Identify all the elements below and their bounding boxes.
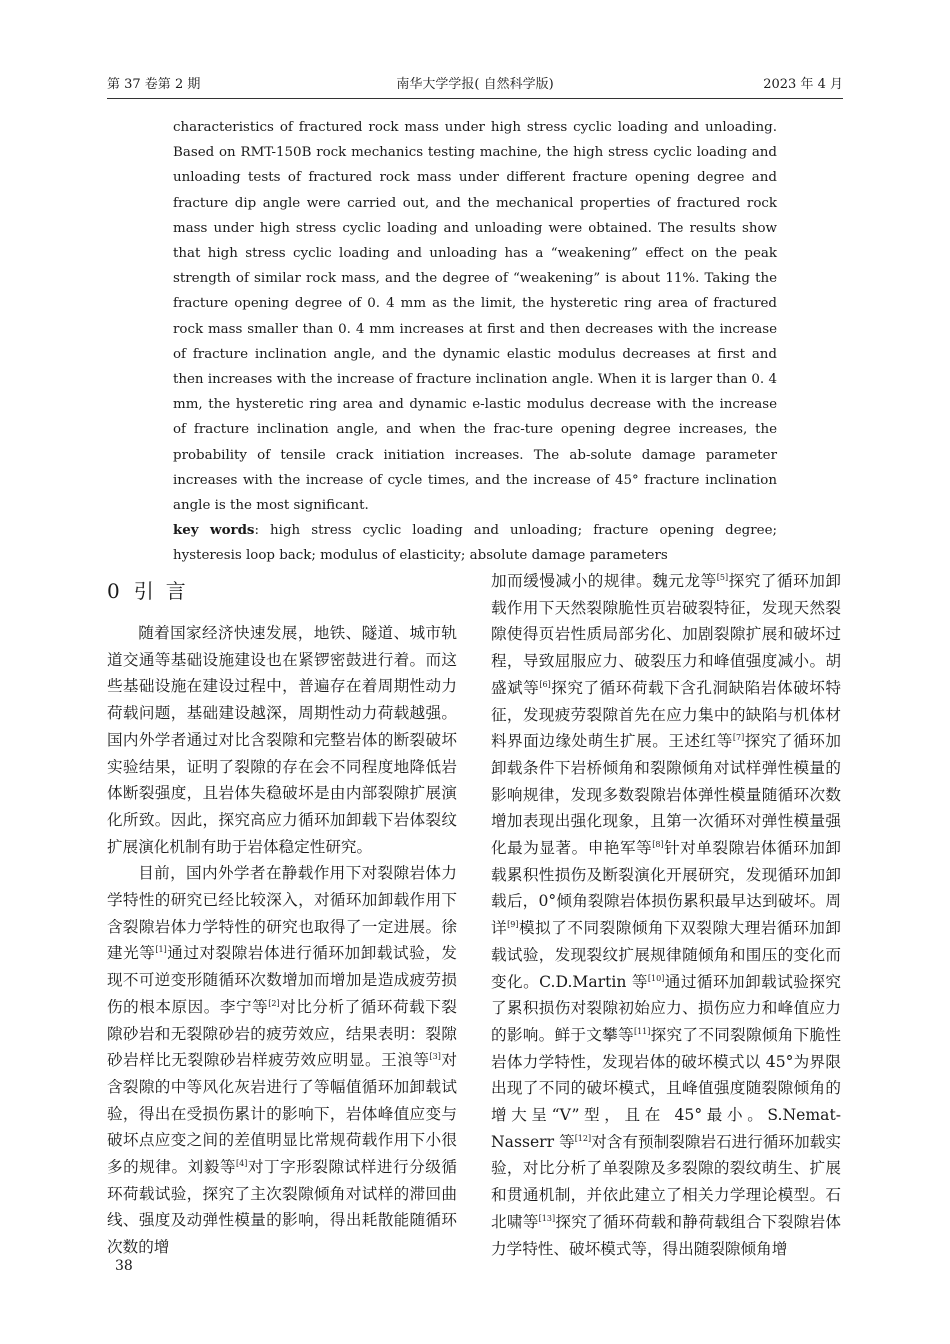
citation-4[interactable]: [4] — [236, 1158, 248, 1168]
section-heading — [107, 574, 457, 608]
journal-name: 南华大学学报( 自然科学版) — [396, 77, 554, 92]
header-rule — [107, 98, 843, 99]
citation-10[interactable]: [10] — [647, 973, 665, 983]
publication-date: 2023 年 4 月 — [763, 77, 843, 92]
abstract-body: characteristics of fractured rock mass under high stress cyclic loading and unloading. Based on RMT-150B rock mechanics testing machine, the high stress cyclic loading and unloading tests of fractured rock mass under different fracture opening degree and fracture dip angle were carried out, and the mechanical properties of fractured rock mass under high stress cyclic loading and unloading were obtained. The results show that high stress cyclic loading and unloading has a “weakening” effect on the peak strength of similar rock mass, and the degree of “weakening” is about 11%. Taking the fracture opening degree of 0. 4 mm as the limit, the hysteretic ring area of fractured rock mass smaller than 0. 4 mm increases at first and then decreases with the increase of fracture inclination angle, and the dynamic elastic modulus decreases at first and then increases with the increase of fracture inclination angle. When it is larger than 0. 4 mm, the hysteretic ring area and dynamic e-lastic modulus decrease with the increase of fracture inclination angle, and when the frac-ture opening degree increases, the probability of tensile crack initiation increases. The ab-solute damage parameter increases with the increase of cycle times, and the increase of 45° fracture inclination angle is the most significant. — [173, 120, 777, 514]
citation-9[interactable]: [9] — [507, 919, 519, 929]
keywords — [173, 518, 777, 568]
citation-11[interactable]: [11] — [633, 1026, 651, 1036]
section-number: 0 — [107, 579, 120, 603]
citation-1[interactable]: [1] — [155, 945, 167, 955]
paragraph-2: 目前，国内外学者在静载作用下对裂隙岩体力学特性的研究已经比较深入，对循环加卸载作用下含裂隙岩体力学特性的研究也取得了一定进展。徐建光等[1]通过对裂隙岩体进行循环加卸载试验，发现不可逆变形随循环次数增加而增加是造成疲劳损伤的根本原因。李宁等[2]对比分析了循环荷载下裂隙砂岩和无裂隙砂岩的疲劳效应，结果表明：裂隙砂岩样比无裂隙砂岩样疲劳效应明显。王浪等[3]对含裂隙的中等风化灰岩进行了等幅值循环加卸载试验，得出在受损伤累计的影响下，岩体峰值应变与破坏点应变之间的差值明显比常规荷载作用下小很多的规律。刘毅等[4]对丁字形裂隙试样进行分级循环荷载试验，探究了主次裂隙倾角对试样的滞回曲线、强度及动弹性模量的影响，得出耗散能随循环次数的增 — [107, 864, 457, 1257]
right-column — [491, 568, 841, 1262]
volume-issue: 第 37 卷第 2 期 — [107, 77, 201, 92]
citation-2[interactable]: [2] — [268, 998, 280, 1008]
keywords-label: key words — [173, 522, 255, 539]
citation-7[interactable]: [7] — [732, 733, 745, 743]
page-number: 38 — [115, 1258, 133, 1274]
english-abstract — [173, 115, 777, 569]
citation-3[interactable]: [3] — [429, 1052, 441, 1062]
running-header — [107, 74, 843, 96]
citation-12[interactable]: [12] — [574, 1133, 592, 1143]
citation-8[interactable]: [8] — [652, 839, 664, 849]
citation-13[interactable]: [13] — [538, 1213, 556, 1223]
citation-6[interactable]: [6] — [539, 679, 551, 689]
left-column — [107, 568, 457, 1261]
paragraph-1: 随着国家经济快速发展，地铁、隧道、城市轨道交通等基础设施建设也在紧锣密鼓进行着。而这些基础设施在建设过程中，普遍存在着周期性动力荷载问题，基础建设越深，周期性动力荷载越强。国内外学者通过对比含裂隙和完整岩体的断裂破坏实验结果，证明了裂隙的存在会不同程度地降低岩体断裂强度，且岩体失稳破坏是由内部裂隙扩展演化所致。因此，探究高应力循环加卸载下岩体裂纹扩展演化机制有助于岩体稳定性研究。 — [107, 624, 457, 856]
section-title: 引言 — [133, 579, 198, 603]
citation-5[interactable]: [5] — [716, 572, 729, 582]
paragraph-2-continued: 加而缓慢减小的规律。魏元龙等[5]探究了循环加卸载作用下天然裂隙脆性页岩破裂特征，发现天然裂隙使得页岩性质局部劣化、加剧裂隙扩展和破坏过程，导致屈服应力、破裂压力和峰值强度减小。胡盛斌等[6]探究了循环荷载下含孔洞缺陷岩体破坏特征，发现疲劳裂隙首先在应力集中的缺陷与机体材料界面边缘处萌生扩展。王述红等[7]探究了循环加卸载条件下岩桥倾角和裂隙倾角对试样弹性模量的影响规律，发现多数裂隙岩体弹性模量随循环次数增加表现出强化现象，且第一次循环对弹性模量强化最为显著。申艳军等[8]针对单裂隙岩体循环加卸载累积性损伤及断裂演化开展研究，发现循环加卸载后，0°倾角裂隙岩体损伤累积最早达到破坏。周详[9]模拟了不同裂隙倾角下双裂隙大理岩循环加卸载试验，发现裂纹扩展规律随倾角和围压的变化而变化。C.D.Martin 等[10]通过循环加卸载试验探究了累积损伤对裂隙初始应力、损伤应力和峰值应力的影响。鲜于文攀等[11]探究了不同裂隙倾角下脆性岩体力学特性，发现岩体的破坏模式以 45°为界限出现了不同的破坏模式，且峰值强度随裂隙倾角的增大呈“V”型，且在 45°最小。S.Nemat-Nasserr 等[12]对含有预制裂隙岩石进行循环加载实验，对比分析了单裂隙及多裂隙的裂纹萌生、扩展和贯通机制，并依此建立了相关力学理论模型。石北啸等[13]探究了循环荷载和静荷载组合下裂隙岩体力学特性、破坏模式等，得出随裂隙倾角增 — [491, 572, 841, 1258]
keywords-text: : high stress cyclic loading and unloading; fracture opening degree; hysteresis loop back; modulus of elasticity; absolute damage parameters — [173, 523, 777, 564]
